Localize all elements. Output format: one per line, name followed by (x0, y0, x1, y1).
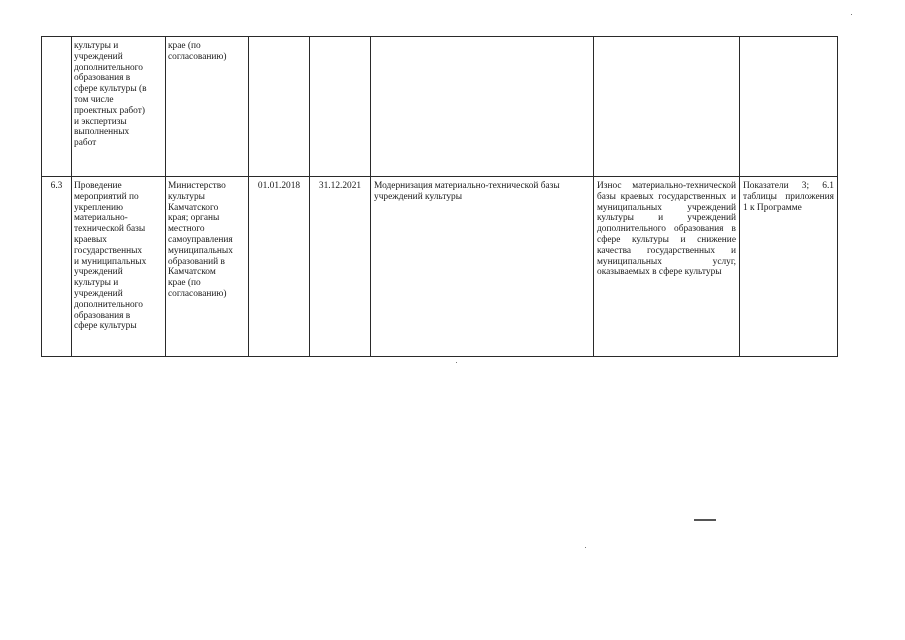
measure-line: государственных (74, 245, 143, 256)
measure-line: проектных работ) (74, 105, 145, 116)
end-date-cell: 31.12.2021 (310, 177, 371, 357)
program-measures-table (41, 36, 838, 357)
end-date-cell (310, 37, 371, 177)
start-date-cell: 01.01.2018 (249, 177, 310, 357)
measure-line: технической базы (74, 224, 146, 235)
scan-dot (456, 362, 457, 363)
indicators-cell (740, 37, 838, 177)
measure-line: и экспертизы (74, 116, 127, 127)
measure-line: краевых (74, 234, 107, 245)
executor-line: согласованию) (168, 288, 227, 299)
start-date-cell (249, 37, 310, 177)
scan-dot (851, 14, 852, 15)
measure-line: культуры и (74, 41, 119, 51)
measure-line: образования в (74, 310, 131, 321)
executor-cell (166, 177, 249, 357)
measure-line: сфере культуры (в (74, 84, 147, 95)
measure-line: учреждений (74, 288, 123, 299)
row-number-cell: 6.3 (42, 177, 72, 357)
measure-line: выполненных (74, 127, 130, 138)
measure-line: образования в (74, 73, 131, 84)
measure-name-cell (72, 177, 166, 357)
measure-line: культуры и (74, 278, 119, 289)
measure-line: и муниципальных (74, 256, 147, 267)
measure-line: том числе (74, 94, 114, 105)
executor-cell (166, 37, 249, 177)
measure-line: мероприятий по (74, 191, 139, 202)
executor-line: согласованию) (168, 51, 227, 62)
executor-line: образований в (168, 256, 225, 267)
scan-mark (694, 519, 716, 521)
executor-line: крае (по (168, 278, 201, 289)
consequences-cell (594, 37, 740, 177)
measure-name-cell (72, 37, 166, 177)
executor-line: местного (168, 224, 205, 235)
measure-line: работ (74, 138, 97, 149)
direction-cell: Модернизация материально-технической базы учреждений культуры (371, 177, 594, 357)
measure-line: учреждений (74, 267, 123, 278)
table-row-continuation (42, 37, 838, 177)
measure-line: сфере культуры (74, 321, 137, 332)
executor-line: самоуправления (168, 234, 233, 245)
consequences-cell: Износ материально-технической базы краевых государственных и муниципальных учреждений культуры и учреждений дополнительного образования в сфере культуры и снижение качества государственных и муниципальных услуг, оказываемых в сфере культуры (594, 177, 740, 357)
measure-line: дополнительного (74, 299, 143, 310)
direction-cell (371, 37, 594, 177)
measure-line: материально- (74, 213, 128, 224)
measure-line: Проведение (74, 181, 122, 191)
row-number-cell (42, 37, 72, 177)
scan-dot (585, 547, 586, 548)
executor-line: крае (по (168, 41, 201, 51)
measure-line: учреждений (74, 51, 123, 62)
executor-line: Камчатского (168, 202, 219, 213)
measure-line: укреплению (74, 202, 123, 213)
executor-line: муниципальных (168, 245, 233, 256)
executor-line: Камчатском (168, 267, 216, 278)
measure-line: дополнительного (74, 62, 143, 73)
table-row-6-3 (42, 177, 838, 357)
executor-line: Министерство (168, 181, 226, 191)
indicators-cell: Показатели 3; 6.1 таблицы приложения 1 к Программе (740, 177, 838, 357)
executor-line: культуры (168, 191, 205, 202)
executor-line: края; органы (168, 213, 220, 224)
